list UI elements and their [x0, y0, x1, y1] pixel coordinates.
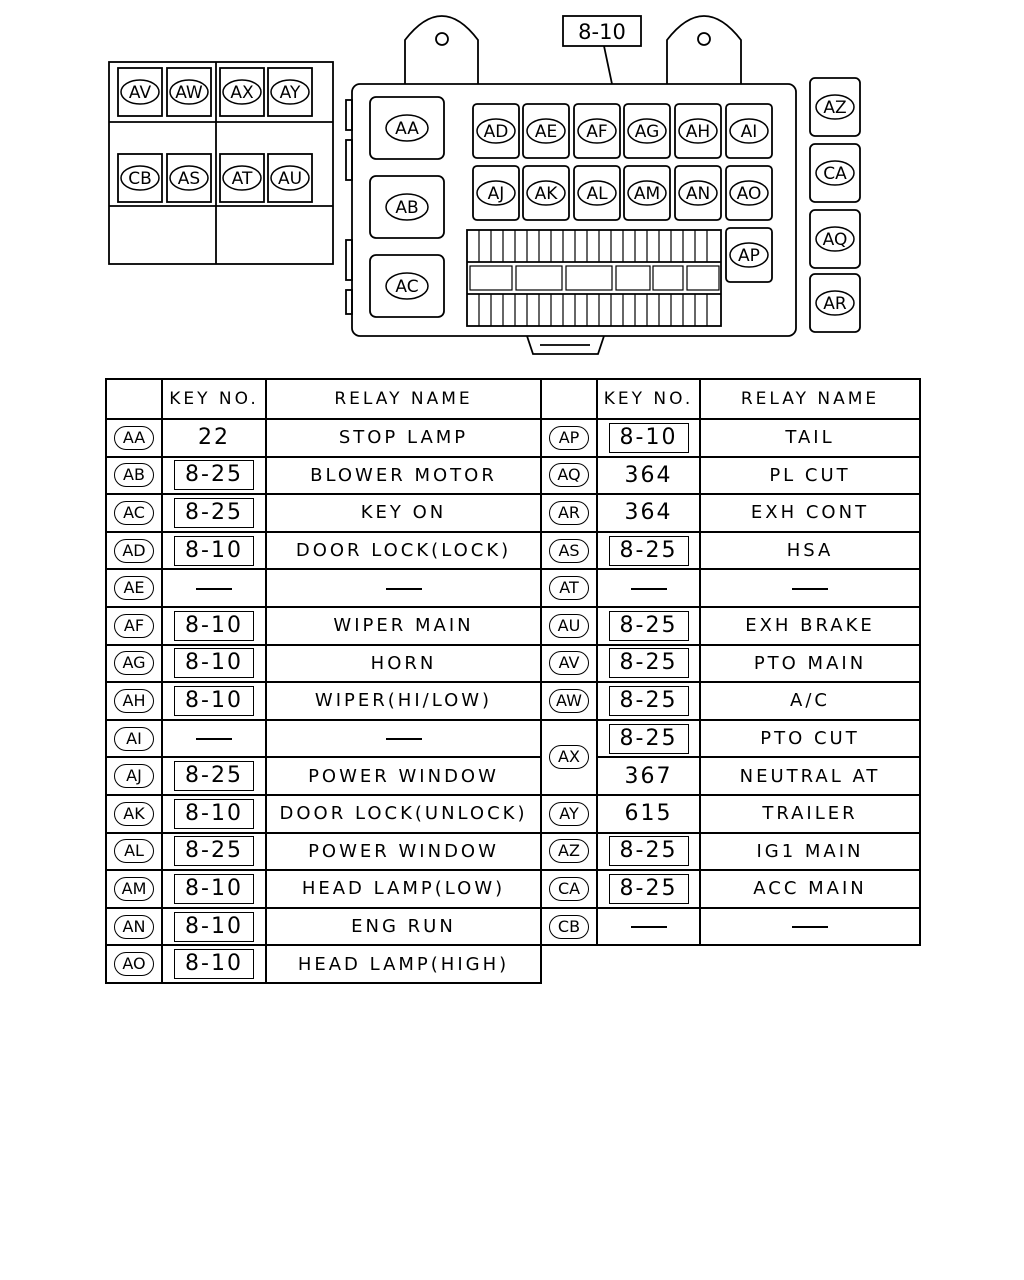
key-no-left [162, 494, 266, 532]
relay-code-badge: AF [114, 614, 154, 638]
key-no-left [162, 945, 266, 983]
key-no-boxed: 8-10 [609, 423, 689, 453]
relay-code-badge: AG [114, 651, 154, 675]
header-relay-name-right: RELAY NAME [700, 379, 920, 419]
relay-name-text: HORN [370, 652, 437, 674]
relay-label-am: AM [633, 184, 661, 204]
relay-code-badge: AM [114, 877, 154, 901]
relay-label-ad: AD [483, 122, 509, 142]
relay-label-au: AU [277, 169, 303, 189]
relay-name-text: TRAILER [762, 803, 858, 825]
relay-name-text: NEUTRAL AT [739, 765, 881, 787]
key-no-right [597, 607, 700, 645]
relay-name-right [700, 645, 920, 683]
relay-name-text: POWER WINDOW [308, 840, 499, 862]
empty-dash [631, 588, 667, 590]
table-row [106, 945, 920, 983]
key-no-right [597, 419, 700, 457]
table-row [106, 870, 920, 908]
relay-code-badge: AR [549, 501, 589, 525]
key-no-right [597, 645, 700, 683]
relay-name-text: PTO MAIN [753, 652, 867, 674]
relay-code-right [541, 419, 597, 457]
relay-code-badge: AI [114, 727, 154, 751]
relay-name-right [700, 720, 920, 758]
key-no-left [162, 757, 266, 795]
relay-label-ah: AH [685, 122, 711, 142]
relay-code-right [541, 795, 597, 833]
key-no-boxed: 8-25 [609, 648, 689, 678]
relay-name-text: WIPER(HI/LOW) [314, 690, 493, 712]
mount-ear-left [405, 16, 478, 84]
key-no-right [597, 682, 700, 720]
relay-label-ae: AE [534, 122, 558, 142]
relay-label-at: AT [231, 169, 253, 189]
table-row [106, 532, 920, 570]
table-row [106, 757, 920, 795]
key-no-left [162, 457, 266, 495]
relay-code-right [541, 645, 597, 683]
relay-name-text: EXH BRAKE [745, 615, 875, 637]
relay-code-badge: AP [549, 426, 589, 450]
relay-name-text: BLOWER MOTOR [310, 464, 497, 486]
key-no-left [162, 607, 266, 645]
key-no-boxed: 8-10 [174, 949, 254, 979]
empty-dash [792, 926, 828, 928]
table-row [106, 795, 920, 833]
relay-code-badge: AC [114, 501, 154, 525]
relay-code-badge: AV [549, 651, 589, 675]
header-relay-name-left: RELAY NAME [266, 379, 541, 419]
header-code-left [106, 379, 162, 419]
key-no-left [162, 419, 266, 457]
relay-code-left [106, 607, 162, 645]
relay-name-text: PL CUT [769, 464, 851, 486]
relay-name-left [266, 457, 541, 495]
relay-code-badge: AE [114, 576, 154, 600]
header-key-no-left: KEY NO. [162, 379, 266, 419]
table-row [106, 908, 920, 946]
header-key-no-right: KEY NO. [597, 379, 700, 419]
relay-code-badge: AN [114, 915, 154, 939]
relay-label-aq: AQ [822, 230, 848, 250]
relay-name-left [266, 833, 541, 871]
relay-code-badge: AO [114, 952, 154, 976]
relay-label-al: AL [586, 184, 608, 204]
relay-name-text: ACC MAIN [753, 878, 867, 900]
relay-label-ap: AP [738, 246, 760, 266]
relay-name-text: DOOR LOCK(LOCK) [295, 540, 512, 562]
relay-code-badge: AU [549, 614, 589, 638]
relay-label-cb: CB [128, 169, 152, 189]
key-no-boxed: 8-25 [609, 536, 689, 566]
relay-name-right [700, 757, 920, 795]
key-no-boxed: 8-25 [609, 686, 689, 716]
relay-name-left [266, 757, 541, 795]
key-no-boxed: 8-10 [174, 648, 254, 678]
relay-code-badge: AT [549, 576, 589, 600]
table-row [106, 720, 920, 758]
relay-name-left [266, 682, 541, 720]
key-no-boxed: 8-25 [174, 761, 254, 791]
relay-code-right [541, 607, 597, 645]
key-no-boxed: 8-10 [174, 611, 254, 641]
relay-name-left [266, 532, 541, 570]
relay-name-right [700, 908, 920, 946]
key-no-boxed: 8-25 [609, 874, 689, 904]
key-no-left [162, 908, 266, 946]
relay-name-text: HEAD LAMP(HIGH) [297, 953, 510, 975]
relay-name-left [266, 494, 541, 532]
relay-code-left [106, 532, 162, 570]
key-no-left [162, 870, 266, 908]
relay-code-left [106, 457, 162, 495]
relay-code-right [541, 457, 597, 495]
key-no-value: 367 [624, 763, 673, 789]
relay-name-right [700, 494, 920, 532]
relay-code-left [106, 419, 162, 457]
relay-code-badge: AK [114, 802, 154, 826]
table-row [106, 833, 920, 871]
relay-code-left [106, 908, 162, 946]
relay-code-badge: AH [114, 689, 154, 713]
relay-name-left [266, 720, 541, 758]
relay-code-badge: AD [114, 539, 154, 563]
key-no-boxed: 8-25 [609, 611, 689, 641]
table-row [106, 569, 920, 607]
relay-code-left [106, 720, 162, 758]
relay-code-right [541, 532, 597, 570]
key-no-left [162, 645, 266, 683]
relay-name-left [266, 908, 541, 946]
relay-code-left [106, 494, 162, 532]
relay-label-ab: AB [395, 198, 419, 218]
table-row [106, 419, 920, 457]
relay-label-an: AN [685, 184, 711, 204]
key-no-right [597, 908, 700, 946]
relay-name-right [700, 532, 920, 570]
relay-table-body [106, 419, 920, 983]
relay-code-right [541, 494, 597, 532]
relay-label-ca: CA [823, 164, 847, 184]
relay-code-right [541, 682, 597, 720]
relay-code-left [106, 870, 162, 908]
relay-name-left [266, 607, 541, 645]
relay-label-af: AF [586, 122, 608, 142]
key-no-right [597, 532, 700, 570]
key-no-left [162, 569, 266, 607]
table-row [106, 645, 920, 683]
relay-name-text: EXH CONT [750, 502, 870, 524]
relay-code-left [106, 682, 162, 720]
relay-code-badge: AJ [114, 764, 154, 788]
relay-code-badge: AS [549, 539, 589, 563]
relay-name-left [266, 795, 541, 833]
relay-code-badge: AZ [549, 839, 589, 863]
relay-code-right [541, 833, 597, 871]
key-no-boxed: 8-25 [174, 836, 254, 866]
relay-name-text: PTO CUT [760, 728, 860, 750]
table-row [106, 457, 920, 495]
relay-name-left [266, 419, 541, 457]
empty-dash [631, 926, 667, 928]
table-row [106, 607, 920, 645]
callout-key: 8-10 [578, 20, 626, 44]
key-no-left [162, 532, 266, 570]
relay-code-right [541, 870, 597, 908]
key-no-boxed: 8-10 [174, 874, 254, 904]
relay-name-right [700, 682, 920, 720]
key-no-boxed: 8-10 [174, 686, 254, 716]
relay-name-text: TAIL [785, 427, 835, 449]
key-no-right [597, 833, 700, 871]
relay-label-ak: AK [534, 184, 558, 204]
key-no-boxed: 8-10 [174, 912, 254, 942]
relay-label-ao: AO [736, 184, 762, 204]
key-no-right [597, 457, 700, 495]
relay-name-left [266, 945, 541, 983]
relay-label-ar: AR [823, 294, 847, 314]
key-no-value: 364 [624, 500, 673, 526]
table-row [106, 494, 920, 532]
fuse-box-diagram [0, 0, 1024, 370]
relay-label-aj: AJ [487, 184, 505, 204]
relay-code-left [106, 757, 162, 795]
key-no-value: 364 [624, 462, 673, 488]
relay-name-text: DOOR LOCK(UNLOCK) [279, 803, 528, 825]
key-no-boxed: 8-10 [174, 536, 254, 566]
relay-code-badge: AL [114, 839, 154, 863]
relay-code-badge: AQ [549, 463, 589, 487]
relay-code-left [106, 833, 162, 871]
relay-code-badge: AA [114, 426, 154, 450]
relay-code-left [106, 569, 162, 607]
table-row [106, 682, 920, 720]
relay-code-right [541, 908, 597, 946]
key-no-left [162, 833, 266, 871]
empty-dash [386, 738, 422, 740]
header-code-right [541, 379, 597, 419]
empty-dash [386, 588, 422, 590]
relay-name-right [700, 607, 920, 645]
empty-dash [196, 588, 232, 590]
table-header-row [106, 379, 920, 419]
key-no-right [597, 720, 700, 758]
key-no-right [597, 757, 700, 795]
key-no-boxed: 8-25 [174, 498, 254, 528]
relay-code-badge: AW [549, 689, 589, 713]
key-no-left [162, 795, 266, 833]
relay-code-badge: AX [549, 745, 589, 769]
relay-name-text: HEAD LAMP(LOW) [301, 878, 506, 900]
relay-table [105, 378, 921, 984]
relay-name-right [700, 870, 920, 908]
relay-name-right [700, 795, 920, 833]
relay-label-ax: AX [230, 83, 254, 103]
relay-code-badge: AY [549, 802, 589, 826]
key-no-boxed: 8-25 [609, 836, 689, 866]
relay-code-badge: AB [114, 463, 154, 487]
relay-name-text: ENG RUN [351, 916, 456, 938]
key-no-boxed: 8-10 [174, 799, 254, 829]
relay-name-right [700, 833, 920, 871]
key-no-right [597, 494, 700, 532]
key-no-right [597, 870, 700, 908]
relay-name-text: STOP LAMP [338, 427, 469, 449]
relay-label-ai: AI [740, 122, 758, 142]
blank-cell [541, 945, 920, 983]
relay-label-ag: AG [634, 122, 660, 142]
relay-name-right [700, 457, 920, 495]
mount-ear-right [667, 16, 741, 84]
relay-name-text: A/C [790, 690, 830, 712]
relay-code-left [106, 795, 162, 833]
relay-label-av: AV [128, 83, 152, 103]
key-no-boxed: 8-25 [174, 460, 254, 490]
relay-name-text: WIPER MAIN [333, 615, 474, 637]
relay-name-text: KEY ON [360, 502, 447, 524]
relay-label-ay: AY [279, 83, 301, 103]
relay-code-left [106, 945, 162, 983]
relay-label-aw: AW [175, 83, 203, 103]
relay-label-as: AS [177, 169, 201, 189]
relay-name-right [700, 569, 920, 607]
relay-code-badge: CB [549, 915, 589, 939]
relay-code-right [541, 720, 597, 795]
relay-label-aa: AA [395, 119, 419, 139]
relay-code-right [541, 569, 597, 607]
relay-name-left [266, 870, 541, 908]
relay-name-right [700, 419, 920, 457]
key-no-left [162, 720, 266, 758]
empty-dash [196, 738, 232, 740]
relay-name-text: IG1 MAIN [756, 840, 864, 862]
key-no-right [597, 569, 700, 607]
key-no-boxed: 8-25 [609, 724, 689, 754]
empty-dash [792, 588, 828, 590]
relay-name-text: HSA [786, 540, 834, 562]
key-no-value: 22 [198, 425, 230, 451]
relay-code-left [106, 645, 162, 683]
key-no-left [162, 682, 266, 720]
relay-code-badge: CA [549, 877, 589, 901]
relay-name-left [266, 569, 541, 607]
key-no-right [597, 795, 700, 833]
relay-name-text: POWER WINDOW [308, 765, 499, 787]
relay-label-ac: AC [395, 277, 419, 297]
key-no-value: 615 [624, 801, 673, 827]
relay-label-az: AZ [823, 98, 847, 118]
relay-name-left [266, 645, 541, 683]
